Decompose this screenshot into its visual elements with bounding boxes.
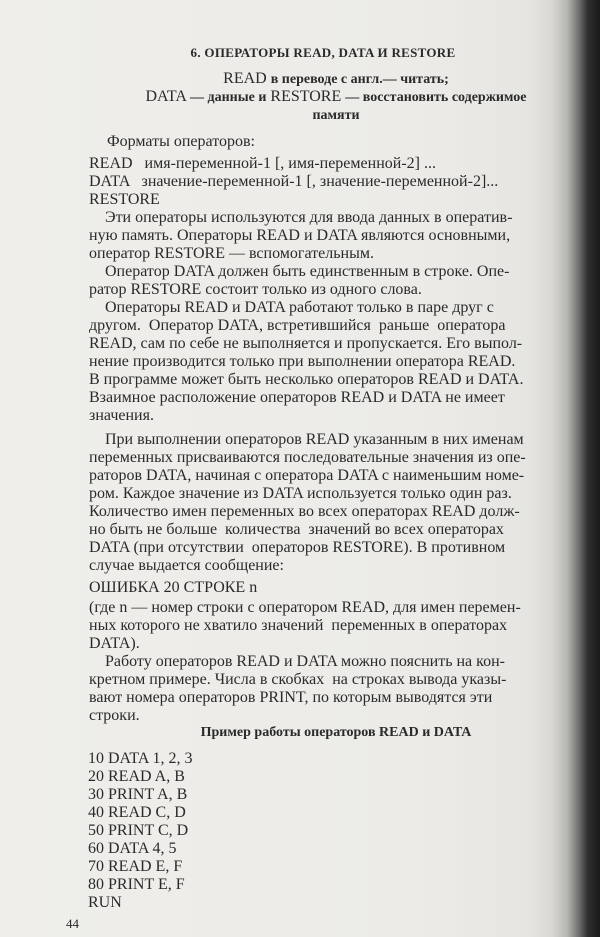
paragraph-line: ную память. Операторы READ и DATA являются основными,: [89, 227, 511, 244]
epigraph-text: памяти: [312, 108, 360, 123]
paragraph-line: нение производится только при выполнении оператора READ.: [89, 353, 516, 370]
paragraph-line: раторов DATA, начиная с оператора DATA с наименьшим номе-: [89, 467, 525, 484]
program-line: 30 PRINT A, B: [88, 786, 188, 803]
paragraph-line: При выполнении операторов READ указанным в них именам: [89, 431, 524, 448]
paragraph-line: DATA (при отсутствии операторов RESTORE). В противном: [89, 539, 506, 556]
epigraph-text: в переводе с англ.— читать;: [270, 72, 449, 87]
epigraph-text: — восстановить содержимое: [345, 90, 527, 105]
paragraph-line: строки.: [89, 707, 140, 724]
paragraph-line: Оператор DATA должен быть единственным в строке. Опе-: [89, 263, 510, 280]
paragraph-line: случае выдается сообщение:: [89, 557, 284, 574]
paragraph-line: Взаимное расположение операторов READ и DATA не имеет: [89, 389, 505, 406]
paragraph-line: Работу операторов READ и DATA можно пояснить на кон-: [89, 653, 506, 670]
paragraph-line: Операторы READ и DATA работают только в паре друг с: [89, 299, 494, 316]
program-line: 70 READ E, F: [88, 858, 183, 875]
page-number: 44: [66, 916, 79, 931]
paragraph-line: ных которого не хватило значений переменных в операторах: [89, 617, 508, 634]
paragraph-line: но быть не больше количества значений во всех операторах: [89, 521, 504, 538]
paragraph-line: переменных присваиваются последовательные значения из опе-: [89, 449, 526, 466]
error-message: ОШИБКА 20 СТРОКЕ n: [89, 579, 258, 596]
paragraph-line: значения.: [89, 407, 154, 424]
epigraph-term-restore: RESTORE: [270, 88, 342, 105]
paragraph-line: В программе может быть несколько операторов READ и DATA.: [89, 371, 524, 388]
epigraph-line-3: [88, 106, 584, 124]
program-line: 80 PRINT E, F: [88, 876, 185, 893]
paragraph-line: ром. Каждое значение из DATA используется только один раз.: [89, 485, 512, 502]
epigraph-line-2: [88, 88, 584, 106]
program-line: 60 DATA 4, 5: [88, 840, 177, 857]
program-line: 50 PRINT C, D: [88, 822, 189, 839]
example-title: Пример работы операторов READ и DATA: [200, 725, 472, 740]
program-line: 40 READ C, D: [88, 804, 186, 821]
paragraph-line: READ, сам по себе не выполняется и пропускается. Его выпол-: [89, 335, 523, 352]
program-line: 10 DATA 1, 2, 3: [88, 750, 193, 767]
format-read: READ имя-переменной-1 [, имя-переменной-2] ...: [89, 155, 436, 172]
paragraph-line: вают номера операторов PRINT, по которым выводятся эти: [89, 689, 493, 706]
paragraph-line: кретном примере. Числа в скобках на строках вывода указы-: [89, 671, 507, 688]
formats-label: Форматы операторов:: [107, 133, 255, 150]
program-line: 20 READ A, B: [88, 768, 185, 785]
epigraph-term-read: READ: [223, 70, 267, 87]
chapter-title: 6. ОПЕРАТОРЫ READ, DATA И RESTORE: [190, 45, 456, 60]
paragraph-line: ратор RESTORE состоит только из одного слова.: [89, 281, 422, 298]
paragraph-line: DATA).: [89, 635, 140, 652]
format-restore: RESTORE: [89, 191, 160, 208]
epigraph-line-1: [88, 70, 584, 88]
paragraph-line: (где n — номер строки с оператором READ, для имен перемен-: [89, 599, 521, 616]
paragraph-line: Количество имен переменных во всех операторах READ долж-: [89, 503, 520, 520]
epigraph-term-data: DATA: [145, 88, 186, 105]
epigraph-text: — данные и: [189, 90, 267, 105]
paragraph-line: другом. Оператор DATA, встретившийся раньше оператора: [89, 317, 506, 334]
program-line: RUN: [88, 894, 122, 911]
format-data: DATA значение-переменной-1 [, значение-переменной-2]...: [89, 173, 499, 190]
paragraph-line: Эти операторы используются для ввода данных в оператив-: [89, 209, 513, 226]
paragraph-line: оператор RESTORE — вспомогательным.: [89, 245, 374, 262]
